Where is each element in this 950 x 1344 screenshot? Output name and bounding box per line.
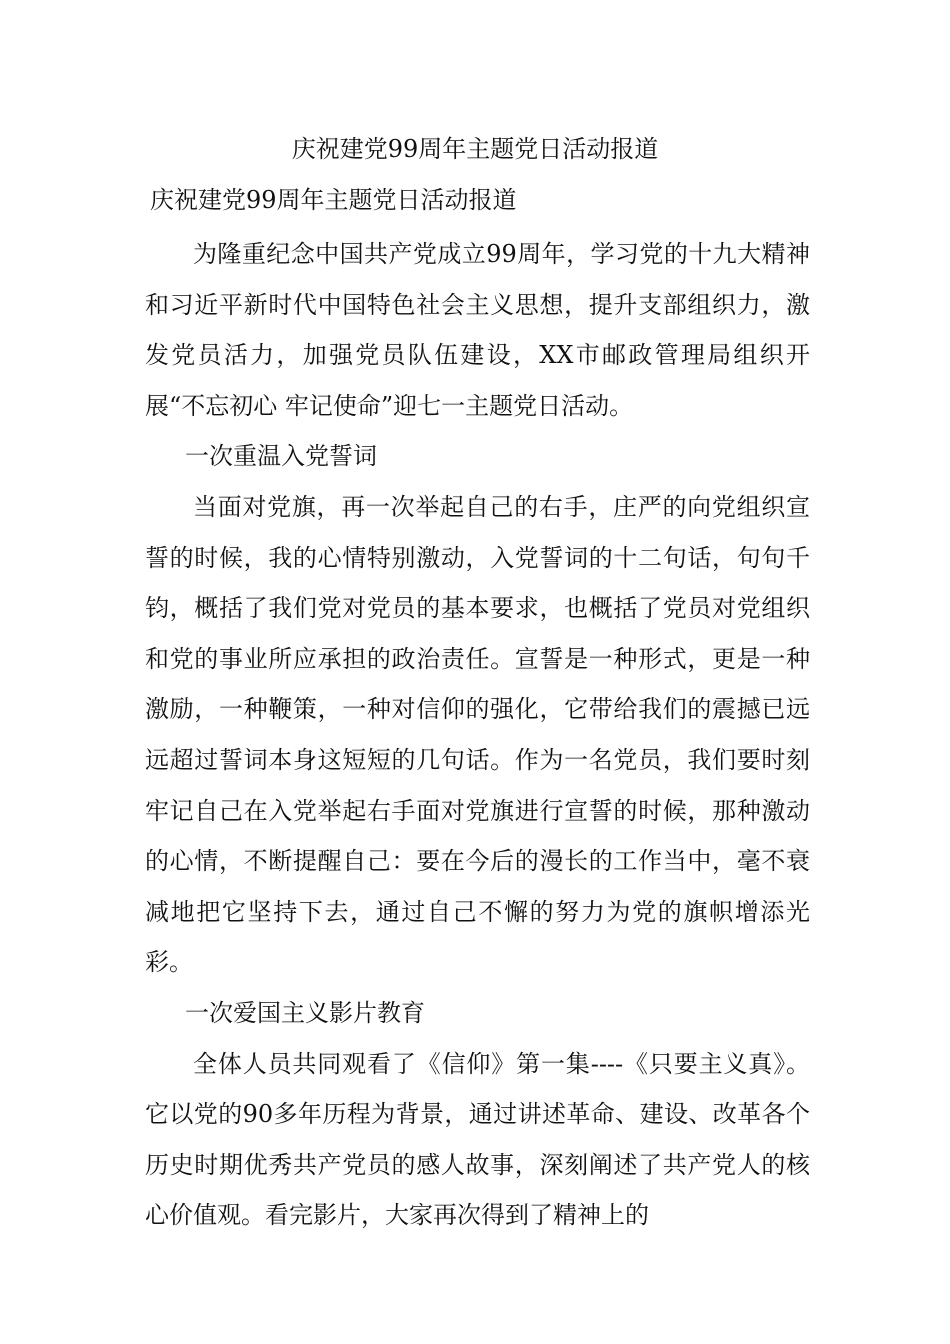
document-title: 庆祝建党99周年主题党日活动报道 [291, 135, 659, 163]
document-body [145, 229, 810, 1241]
section-heading-oath: 一次重温入党誓词 [185, 442, 377, 471]
document-subtitle: 庆祝建党99周年主题党日活动报道 [150, 186, 517, 214]
intro-paragraph: 为隆重纪念中国共产党成立99周年，学习党的十九大精神和习近平新时代中国特色社会主义思想，提升支部组织力，激发党员活力，加强党员队伍建设，XX市邮政管理局组织开展“不忘初心 牢记使命”迎七一主题党日活动。 [145, 240, 810, 420]
section-heading-film: 一次爱国主义影片教育 [185, 998, 425, 1027]
section-paragraph-film: 全体人员共同观看了《信仰》第一集----《只要主义真》。它以党的90多年历程为背景，通过讲述革命、建设、改革各个历史时期优秀共产党员的感人故事，深刻阐述了共产党人的核心价值观。看完影片，大家再次得到了精神上的 [145, 1049, 810, 1230]
section-paragraph-oath: 当面对党旗，再一次举起自己的右手，庄严的向党组织宣誓的时候，我的心情特别激动，入党誓词的十二句话，句句千钧，概括了我们党对党员的基本要求，也概括了党员对党组织和党的事业所应承担的政治责任。宣誓是一种形式，更是一种激励，一种鞭策，一种对信仰的强化，它带给我们的震撼已远远超过誓词本身这短短的几句话。作为一名党员，我们要时刻牢记自己在入党举起右手面对党旗进行宣誓的时候，那种激动的心情，不断提醒自己：要在今后的漫长的工作当中，毫不衰减地把它坚持下去，通过自己不懈的努力为党的旗帜增添光彩。 [145, 492, 810, 977]
